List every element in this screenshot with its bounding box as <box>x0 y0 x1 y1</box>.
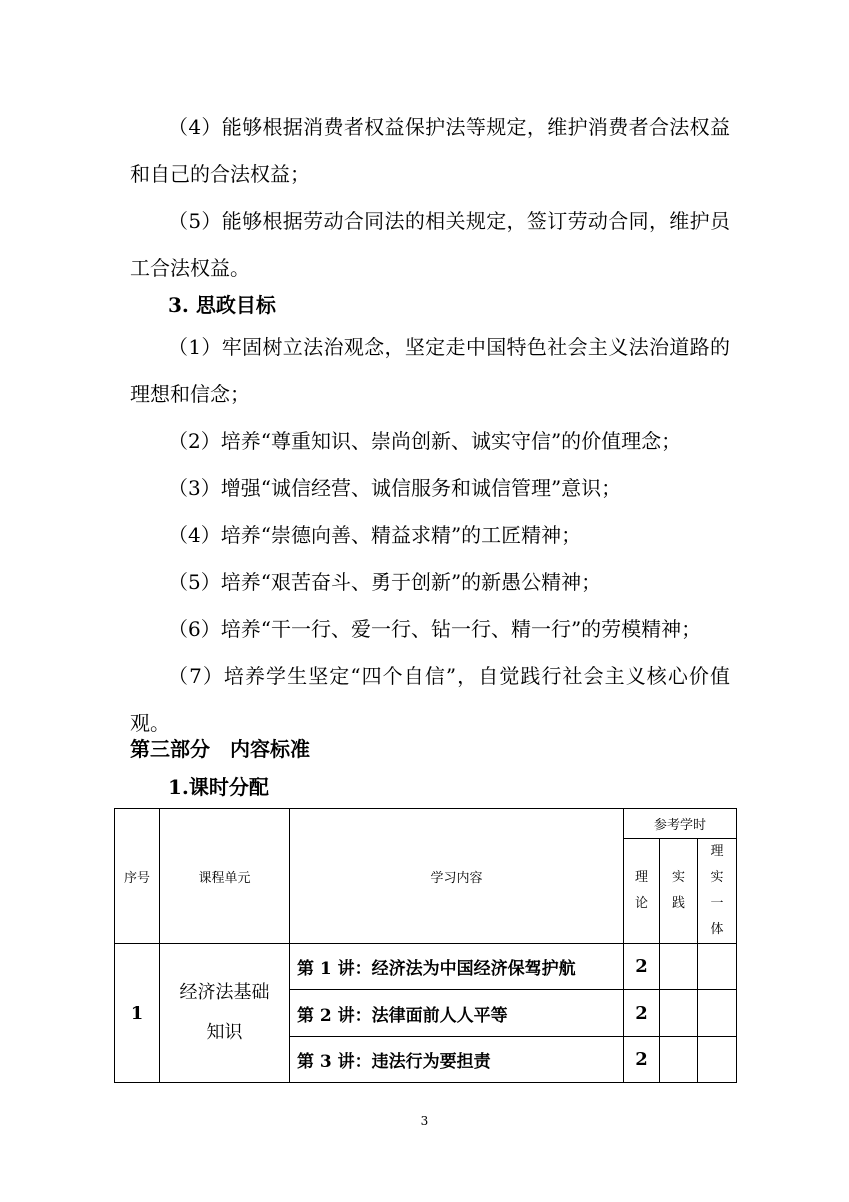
table-row <box>115 944 737 990</box>
lesson-content: 第 2 讲：法律面前人人平等 <box>290 990 624 1037</box>
page-number: 3 <box>420 1114 429 1128</box>
ideology-item-5: （5）培养“艰苦奋斗、勇于创新”的新愚公精神； <box>168 570 602 594</box>
header-integrated <box>698 839 737 944</box>
paragraph-item-5: （5）能够根据劳动合同法的相关规定，签订劳动合同，维护员工合法权益。 <box>130 209 730 280</box>
lesson-practice-hours <box>660 990 698 1037</box>
header-theory <box>624 839 660 944</box>
header-ref-hours: 参考学时 <box>624 809 737 839</box>
row-unit <box>160 944 290 1083</box>
lesson-content: 第 3 讲：违法行为要担责 <box>290 1037 624 1083</box>
header-integrated-text: 理 实 一 体 <box>710 844 724 937</box>
lesson-integrated-hours <box>698 1037 737 1083</box>
lesson-integrated-hours <box>698 990 737 1037</box>
section-title: 1.课时分配 <box>168 775 269 799</box>
lesson-theory-hours: 2 <box>624 1037 660 1083</box>
lesson-practice-hours <box>660 1037 698 1083</box>
lesson-integrated-hours <box>698 944 737 990</box>
part-title: 第三部分 内容标准 <box>130 737 310 761</box>
header-practice-text: 实 践 <box>671 870 685 911</box>
header-index: 序号 <box>115 809 160 944</box>
ideology-item-2: （2）培养“尊重知识、崇尚创新、诚实守信”的价值理念； <box>168 429 682 453</box>
header-practice <box>660 839 698 944</box>
header-unit: 课程单元 <box>160 809 290 944</box>
lesson-theory-hours: 2 <box>624 944 660 990</box>
lesson-content: 第 1 讲：经济法为中国经济保驾护航 <box>290 944 624 990</box>
paragraph-item-4: （4）能够根据消费者权益保护法等规定，维护消费者合法权益和自己的合法权益； <box>130 115 730 186</box>
lesson-practice-hours <box>660 944 698 990</box>
lesson-theory-hours: 2 <box>624 990 660 1037</box>
row-unit-text: 经济法基础 知识 <box>179 982 270 1043</box>
header-content: 学习内容 <box>290 809 624 944</box>
ideology-item-6: （6）培养“干一行、爱一行、钻一行、精一行”的劳模精神； <box>168 617 702 641</box>
hours-allocation-table <box>114 808 737 1083</box>
heading-ideology: 3. 思政目标 <box>168 293 276 317</box>
header-theory-text: 理 论 <box>634 870 648 911</box>
ideology-item-3: （3）增强“诚信经营、诚信服务和诚信管理”意识； <box>168 476 622 500</box>
ideology-item-7: （7）培养学生坚定“四个自信”，自觉践行社会主义核心价值观。 <box>130 664 730 735</box>
ideology-item-1: （1）牢固树立法治观念，坚定走中国特色社会主义法治道路的理想和信念； <box>130 335 730 406</box>
row-index: 1 <box>115 944 160 1083</box>
ideology-item-4: （4）培养“崇德向善、精益求精”的工匠精神； <box>168 523 582 547</box>
